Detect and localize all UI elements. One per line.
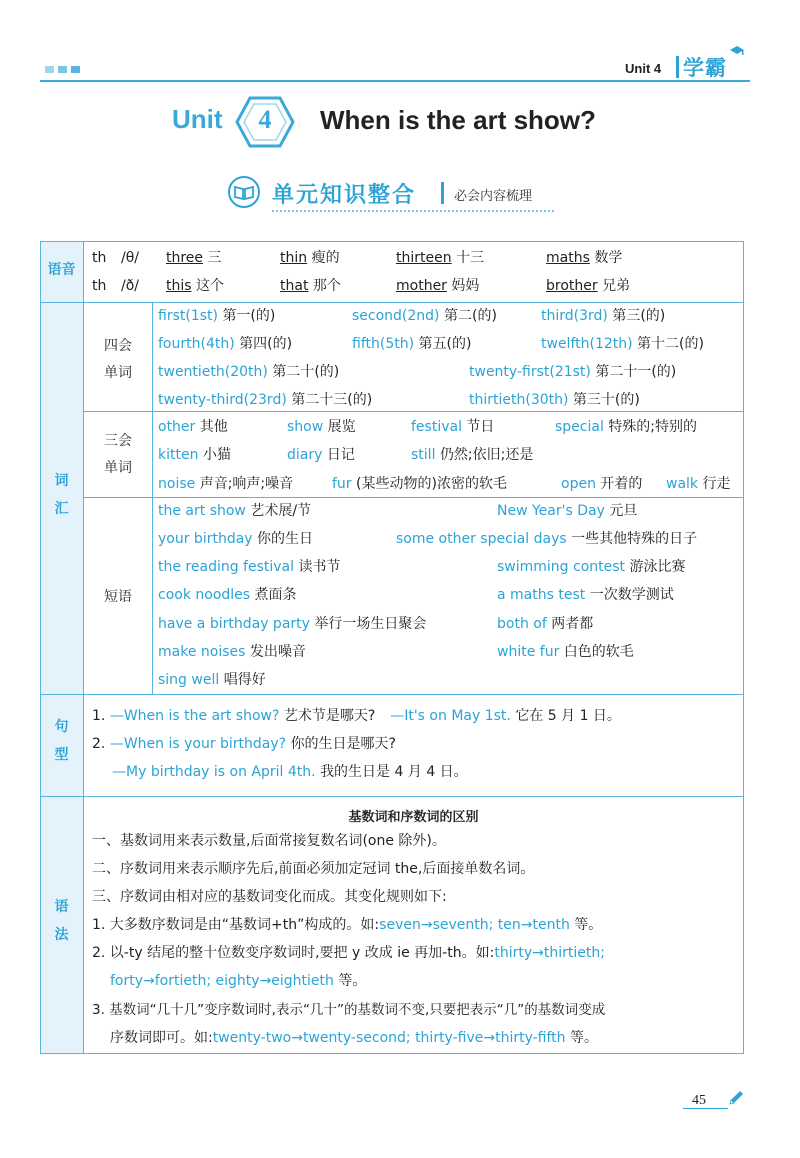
- unit-number: 4: [258, 105, 272, 134]
- phrase-item: a maths test 一次数学测试: [497, 587, 674, 603]
- page-number: 45: [692, 1093, 706, 1108]
- brand-divider: [676, 56, 679, 78]
- unit-word: Unit: [172, 104, 223, 134]
- vocab-word: twenty-third(23rd) 第二十三(的): [158, 392, 373, 408]
- vocab-word: first(1st) 第一(的): [158, 308, 276, 324]
- vocab-word: twenty-first(21st) 第二十一(的): [469, 364, 677, 380]
- phonetic-word: this 这个: [166, 278, 224, 294]
- vocab-word: twelfth(12th) 第十二(的): [541, 336, 704, 352]
- header-decoration: [45, 66, 80, 73]
- phonetic-symbol: /θ/: [121, 250, 139, 266]
- sentence-pattern: 1. —When is the art show? 艺术节是哪天? —It's on May 1st. 它在 5 月 1 日。: [92, 708, 621, 724]
- phonetic-row: th: [92, 250, 107, 266]
- subcolumn-divider: [152, 302, 153, 694]
- category-vocab: 词 汇: [54, 473, 69, 518]
- grammar-line: 2. 以-ty 结尾的整十位数变序数词时,要把 y 改成 ie 再加-th。如:thirty→thirtieth;: [92, 945, 605, 961]
- vocab-word: thirtieth(30th) 第三十(的): [469, 392, 640, 408]
- phonetic-symbol: /ð/: [121, 278, 139, 294]
- grammar-line: 3. 基数词“几十几”变序数词时,表示“几十”的基数词不变,只要把表示“几”的基数词变成: [92, 1002, 606, 1018]
- section-title: 单元知识整合: [272, 183, 417, 208]
- phrase-item: your birthday 你的生日: [158, 531, 314, 547]
- header-unit-label: Unit 4: [625, 61, 662, 76]
- grammar-line: 序数词即可。如:twenty-two→twenty-second; thirty-five→thirty-fifth 等。: [110, 1030, 599, 1046]
- phrase-item: the art show 艺术展/节: [158, 503, 312, 519]
- phrase-item: have a birthday party 举行一场生日聚会: [158, 616, 427, 632]
- vocab-word: open 开着的: [561, 476, 643, 492]
- grammar-line: 二、序数词用来表示顺序先后,前面必须加定冠词 the,后面接单数名词。: [92, 861, 535, 877]
- row-divider: [84, 411, 744, 412]
- phonetic-row: th: [92, 278, 107, 294]
- section-underline: [272, 210, 554, 212]
- row-divider: [84, 497, 744, 498]
- subcategory-four-skill: 四会 单词: [104, 338, 132, 381]
- vocab-word: other 其他: [158, 419, 228, 435]
- vocab-word: diary 日记: [287, 447, 355, 463]
- subcategory-three-skill: 三会 单词: [104, 433, 132, 476]
- row-divider: [40, 796, 744, 797]
- phonetic-word: mother 妈妈: [396, 278, 480, 294]
- phonetic-word: brother 兄弟: [546, 278, 631, 294]
- phrase-item: some other special days 一些其他特殊的日子: [396, 531, 698, 547]
- sentence-pattern: 2. —When is your birthday? 你的生日是哪天?: [92, 736, 396, 752]
- vocab-word: twentieth(20th) 第二十(的): [158, 364, 340, 380]
- phonetic-word: thirteen 十三: [396, 250, 485, 266]
- vocab-word: show 展览: [287, 419, 356, 435]
- phonetic-word: three 三: [166, 250, 222, 266]
- phrase-item: the reading festival 读书节: [158, 559, 341, 575]
- vocab-word: fur (某些动物的)浓密的软毛: [332, 476, 507, 492]
- vocab-word: still 仍然;依旧;还是: [411, 447, 534, 463]
- phrase-item: white fur 白色的软毛: [497, 644, 634, 660]
- grammar-line: forty→fortieth; eighty→eightieth 等。: [110, 973, 367, 989]
- vocab-word: noise 声音;响声;噪音: [158, 476, 294, 492]
- vocab-word: walk 行走: [666, 476, 731, 492]
- grammar-line: 一、基数词用来表示数量,后面常接复数名词(one 除外)。: [92, 833, 446, 849]
- graduation-cap-icon: [730, 46, 744, 56]
- phonetic-word: that 那个: [280, 278, 341, 294]
- phrase-item: sing well 唱得好: [158, 672, 266, 688]
- vocab-word: kitten 小猫: [158, 447, 231, 463]
- vocab-word: festival 节日: [411, 419, 495, 435]
- sentence-pattern: —My birthday is on April 4th. 我的生日是 4 月 4 日。: [112, 764, 468, 780]
- vocab-word: second(2nd) 第二(的): [352, 308, 497, 324]
- vocab-word: fourth(4th) 第四(的): [158, 336, 293, 352]
- subcategory-phrases: 短语: [104, 589, 132, 605]
- grammar-line: 三、序数词由相对应的基数词变化而成。其变化规则如下:: [92, 889, 447, 905]
- phonetic-word: maths 数学: [546, 250, 623, 266]
- page-number-rule: [683, 1108, 728, 1109]
- phrase-item: cook noodles 煮面条: [158, 587, 297, 603]
- category-phonetics: 语音: [47, 262, 76, 278]
- category-grammar: 语 法: [54, 899, 69, 944]
- phrase-item: make noises 发出噪音: [158, 644, 306, 660]
- page-title: When is the art show?: [320, 105, 596, 135]
- grammar-heading: 基数词和序数词的区别: [348, 810, 479, 825]
- vocab-word: special 特殊的;特别的: [555, 419, 698, 435]
- grammar-line: 1. 大多数序数词是由“基数词+th”构成的。如:seven→seventh; ten→tenth 等。: [92, 917, 603, 933]
- row-divider: [40, 694, 744, 695]
- row-divider: [40, 302, 744, 303]
- header-rule: [40, 80, 750, 82]
- phrase-item: both of 两者都: [497, 616, 594, 632]
- phrase-item: swimming contest 游泳比赛: [497, 559, 686, 575]
- vocab-word: third(3rd) 第三(的): [541, 308, 666, 324]
- category-sentence: 句 型: [54, 719, 69, 764]
- brand-logo: 学霸: [683, 56, 727, 80]
- book-icon: [228, 176, 260, 208]
- section-subtitle: 必会内容梳理: [454, 189, 533, 204]
- phrase-item: New Year's Day 元旦: [497, 503, 638, 519]
- vocab-word: fifth(5th) 第五(的): [352, 336, 472, 352]
- phonetic-word: thin 瘦的: [280, 250, 340, 266]
- pencil-icon: [727, 1089, 745, 1107]
- section-divider: [441, 182, 444, 204]
